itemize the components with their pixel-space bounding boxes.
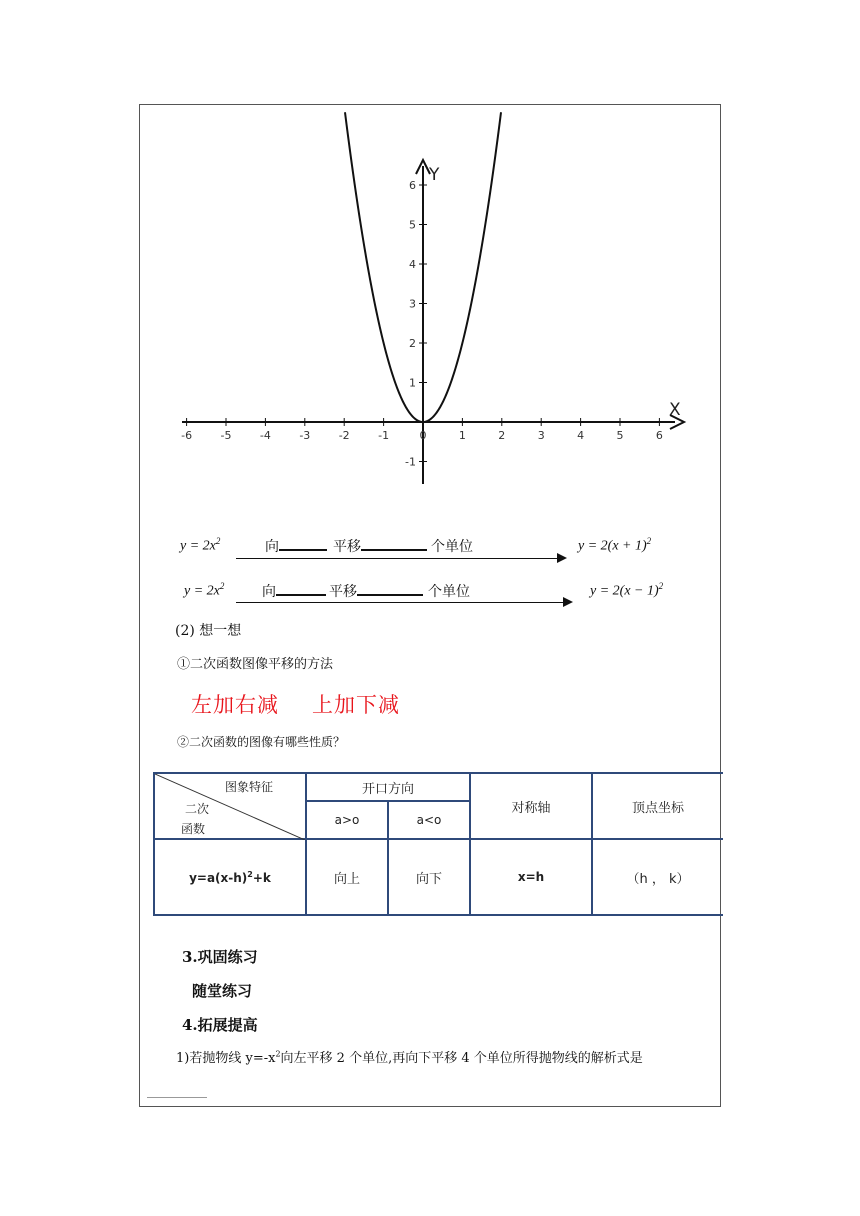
think-heading: (2) 想一想 — [175, 623, 242, 639]
x-tick-label: -3 — [299, 429, 311, 442]
parabola-graph — [170, 104, 700, 494]
x-axis-label: X — [669, 400, 681, 420]
eq2-arrow-head — [563, 597, 573, 607]
eq1-arrow-line — [236, 558, 558, 559]
eq2-from: $y = 2x^2$ — [184, 581, 225, 599]
eq1-dir: 向 — [265, 536, 327, 556]
rule-up-down: 上加下减 — [312, 693, 400, 717]
function-cell: $y=a(x-h)^2+k$ — [154, 839, 306, 915]
y-tick-label: 5 — [409, 218, 416, 232]
y-tick-label: 6 — [409, 179, 416, 192]
eq1-shift: 平移 — [333, 536, 427, 556]
eq2-unit: 个单位 — [428, 584, 470, 600]
x-tick-label: 3 — [537, 429, 545, 442]
exercise-question-1: 1)若抛物线 $y=-x^2$向左平移 2 个单位,再向下平移 4 个单位所得抛物线的解析式是 — [176, 1049, 643, 1066]
x-tick-label: -6 — [181, 429, 193, 442]
x-tick-label: -2 — [338, 429, 350, 442]
axis-header: 对称轴 — [470, 773, 592, 839]
y-tick-label: 1 — [409, 376, 416, 390]
eq2-to: $y = 2(x - 1)^2$ — [590, 581, 664, 599]
vertex-header: 顶点坐标 — [592, 773, 723, 839]
x-tick-label: 0 — [419, 429, 427, 442]
eq1-arrow-head — [557, 553, 567, 563]
footnote-line — [147, 1097, 207, 1098]
rule-left-right: 左加右减 — [191, 693, 279, 717]
corner-bottom-label-2: 函数 — [181, 822, 206, 836]
eq1-to: $y = 2(x + 1)^2$ — [578, 536, 652, 554]
a-positive-header: a>o — [306, 801, 388, 839]
corner-top-label: 图象特征 — [225, 780, 274, 794]
think-q1: ①二次函数图像平移的方法 — [177, 657, 334, 672]
corner-bottom-label-1: 二次 — [185, 802, 210, 816]
axis-value-cell: x=h — [470, 839, 592, 915]
x-tick-label: 1 — [458, 429, 466, 442]
corner-cell — [154, 773, 306, 839]
a-negative-header: a<o — [388, 801, 470, 839]
x-tick-label: 2 — [498, 429, 506, 442]
y-tick-label: -1 — [405, 455, 416, 469]
opening-down-cell: 向下 — [388, 839, 470, 915]
y-tick-label: 4 — [409, 258, 416, 271]
eq2-arrow-line — [236, 602, 564, 603]
y-axis-label: Y — [429, 165, 440, 185]
eq2-shift: 平移 — [329, 581, 423, 601]
properties-table — [153, 772, 723, 916]
eq1-from: $y = 2x^2$ — [180, 536, 221, 554]
think-q2: ②二次函数的图像有哪些性质？ — [177, 735, 346, 749]
x-tick-label: 4 — [577, 429, 585, 442]
x-tick-label: -4 — [259, 429, 271, 442]
y-tick-label: 2 — [409, 337, 416, 350]
section-3-subtitle: 随堂练习 — [192, 982, 253, 1000]
eq2-dir: 向 — [262, 581, 326, 601]
y-tick-label: 3 — [409, 297, 416, 311]
opening-up-cell: 向上 — [306, 839, 388, 915]
section-4-title: 4.拓展提高 — [182, 1016, 258, 1034]
opening-header: 开口方向 — [306, 773, 470, 801]
eq1-unit: 个单位 — [431, 539, 473, 555]
section-3-title: 3.巩固练习 — [182, 948, 258, 966]
x-tick-label: 6 — [655, 429, 663, 442]
vertex-value-cell: （h ， k） — [592, 839, 723, 915]
x-tick-label: -5 — [220, 429, 232, 442]
x-tick-label: 5 — [616, 429, 624, 442]
x-tick-label: -1 — [378, 429, 390, 442]
